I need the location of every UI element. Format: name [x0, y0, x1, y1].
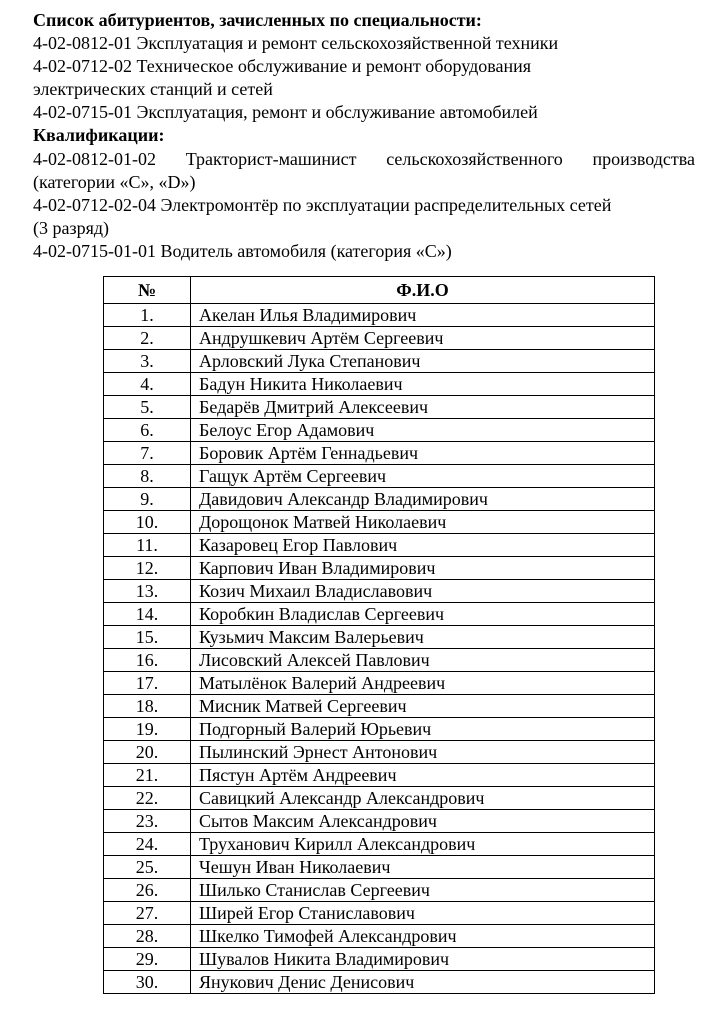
row-full-name: Чешун Иван Николаевич: [191, 856, 655, 879]
table-row: [104, 879, 655, 902]
document-header: [33, 9, 695, 263]
row-number: 12.: [104, 557, 191, 580]
specialty-line-1: 4-02-0812-01 Эксплуатация и ремонт сельскохозяйственной техники: [33, 33, 559, 54]
row-full-name: Сытов Максим Александрович: [191, 810, 655, 833]
qualification-1-code: 4-02-0812-01-02: [33, 148, 156, 169]
qualification-2-line-2: (3 разряд): [33, 217, 110, 238]
qualification-1-line-1: [33, 148, 695, 171]
row-number: 8.: [104, 465, 191, 488]
qualification-1-line-2: (категории «C», «D»): [33, 171, 196, 192]
row-number: 15.: [104, 626, 191, 649]
table-row: [104, 718, 655, 741]
row-full-name: Мисник Матвей Сергеевич: [191, 695, 655, 718]
table-row: [104, 304, 655, 327]
row-number: 14.: [104, 603, 191, 626]
table-row: [104, 649, 655, 672]
row-full-name: Акелан Илья Владимирович: [191, 304, 655, 327]
row-full-name: Карпович Иван Владимирович: [191, 557, 655, 580]
row-full-name: Труханович Кирилл Александрович: [191, 833, 655, 856]
row-number: 16.: [104, 649, 191, 672]
row-number: 7.: [104, 442, 191, 465]
enrollee-table: [103, 276, 655, 994]
row-number: 26.: [104, 879, 191, 902]
row-full-name: Кузьмич Максим Валерьевич: [191, 626, 655, 649]
row-full-name: Боровик Артём Геннадьевич: [191, 442, 655, 465]
row-number: 27.: [104, 902, 191, 925]
row-full-name: Андрушкевич Артём Сергеевич: [191, 327, 655, 350]
table-row: [104, 695, 655, 718]
table-row: [104, 925, 655, 948]
table-row: [104, 787, 655, 810]
row-number: 21.: [104, 764, 191, 787]
row-full-name: Янукович Денис Денисович: [191, 971, 655, 994]
table-row: [104, 971, 655, 994]
row-full-name: Дорощонок Матвей Николаевич: [191, 511, 655, 534]
qualification-3: 4-02-0715-01-01 Водитель автомобиля (категория «C»): [33, 240, 452, 261]
table-row: [104, 580, 655, 603]
row-full-name: Пястун Артём Андреевич: [191, 764, 655, 787]
row-full-name: Шувалов Никита Владимирович: [191, 948, 655, 971]
table-header-row: [104, 277, 655, 304]
table-row: [104, 534, 655, 557]
qualification-1-word-3: производства: [592, 148, 695, 169]
row-number: 3.: [104, 350, 191, 373]
table-row: [104, 442, 655, 465]
table-row: [104, 856, 655, 879]
row-number: 30.: [104, 971, 191, 994]
table-row: [104, 465, 655, 488]
table-body: [104, 304, 655, 994]
specialty-line-3: 4-02-0715-01 Эксплуатация, ремонт и обслуживание автомобилей: [33, 102, 538, 123]
table-row: [104, 373, 655, 396]
qualification-1-word-1: Тракторист-машинист: [185, 148, 357, 169]
row-number: 6.: [104, 419, 191, 442]
table-row: [104, 350, 655, 373]
row-full-name: Коробкин Владислав Сергеевич: [191, 603, 655, 626]
table-row: [104, 396, 655, 419]
row-full-name: Давидович Александр Владимирович: [191, 488, 655, 511]
table-row: [104, 488, 655, 511]
table-row: [104, 741, 655, 764]
row-number: 2.: [104, 327, 191, 350]
row-number: 20.: [104, 741, 191, 764]
table-row: [104, 419, 655, 442]
row-full-name: Бедарёв Дмитрий Алексеевич: [191, 396, 655, 419]
specialty-line-2-continued: электрических станций и сетей: [33, 79, 273, 100]
row-number: 11.: [104, 534, 191, 557]
specialty-line-2: 4-02-0712-02 Техническое обслуживание и ремонт оборудования: [33, 56, 532, 77]
table-row: [104, 948, 655, 971]
qualifications-heading: Квалификации:: [33, 125, 165, 146]
row-number: 17.: [104, 672, 191, 695]
table-row: [104, 902, 655, 925]
row-full-name: Пылинский Эрнест Антонович: [191, 741, 655, 764]
column-header-number: №: [104, 277, 191, 304]
row-full-name: Козич Михаил Владиславович: [191, 580, 655, 603]
row-number: 29.: [104, 948, 191, 971]
table-row: [104, 327, 655, 350]
row-full-name: Шилько Станислав Сергеевич: [191, 879, 655, 902]
row-number: 24.: [104, 833, 191, 856]
row-number: 10.: [104, 511, 191, 534]
table-row: [104, 810, 655, 833]
table-row: [104, 557, 655, 580]
row-number: 13.: [104, 580, 191, 603]
table-row: [104, 511, 655, 534]
row-full-name: Матылёнок Валерий Андреевич: [191, 672, 655, 695]
row-full-name: Подгорный Валерий Юрьевич: [191, 718, 655, 741]
row-full-name: Бадун Никита Николаевич: [191, 373, 655, 396]
row-full-name: Шкелко Тимофей Александрович: [191, 925, 655, 948]
row-number: 23.: [104, 810, 191, 833]
column-header-name: Ф.И.О: [191, 277, 655, 304]
row-number: 25.: [104, 856, 191, 879]
row-full-name: Арловский Лука Степанович: [191, 350, 655, 373]
table-row: [104, 833, 655, 856]
row-number: 4.: [104, 373, 191, 396]
row-number: 9.: [104, 488, 191, 511]
row-number: 22.: [104, 787, 191, 810]
row-number: 28.: [104, 925, 191, 948]
row-full-name: Лисовский Алексей Павлович: [191, 649, 655, 672]
qualification-2-line-1: 4-02-0712-02-04 Электромонтёр по эксплуатации распределительных сетей: [33, 194, 612, 215]
row-full-name: Савицкий Александр Александрович: [191, 787, 655, 810]
table-row: [104, 672, 655, 695]
row-full-name: Гащук Артём Сергеевич: [191, 465, 655, 488]
page-title: Список абитуриентов, зачисленных по специальности:: [33, 10, 482, 30]
row-number: 1.: [104, 304, 191, 327]
row-number: 5.: [104, 396, 191, 419]
table-row: [104, 603, 655, 626]
row-full-name: Казаровец Егор Павлович: [191, 534, 655, 557]
qualification-1-word-2: сельскохозяйственного: [386, 148, 563, 169]
row-full-name: Белоус Егор Адамович: [191, 419, 655, 442]
row-number: 18.: [104, 695, 191, 718]
row-full-name: Ширей Егор Станиславович: [191, 902, 655, 925]
table-row: [104, 626, 655, 649]
table-row: [104, 764, 655, 787]
row-number: 19.: [104, 718, 191, 741]
